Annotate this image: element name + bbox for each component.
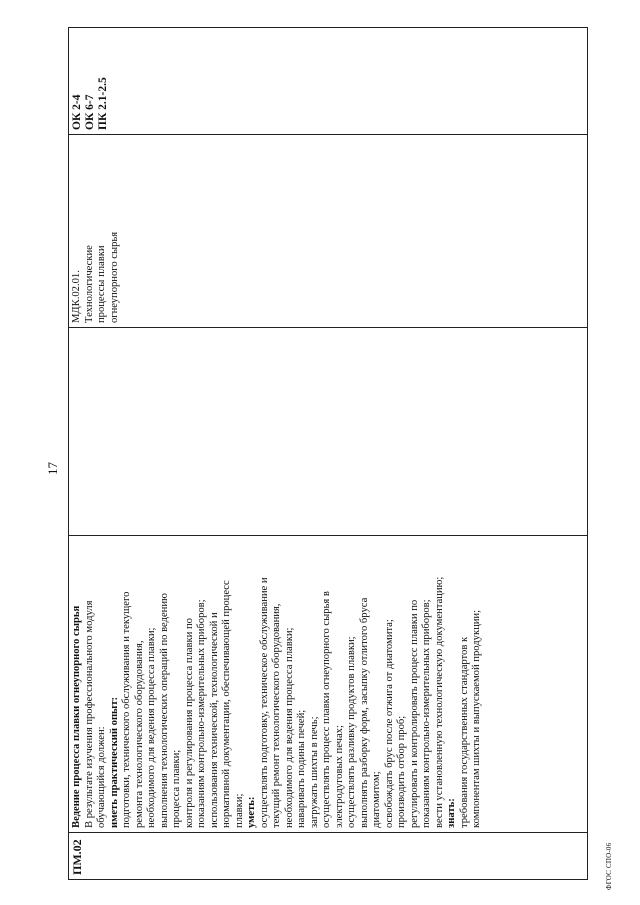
description-line: уметь: [246,796,257,828]
description-line: электродуговых печах; [333,725,345,828]
description-line: показаниям контрольно-измерительных приборов; [196,599,207,828]
description-line: процесса плавки; [171,749,182,828]
description-line: подготовки, технического обслуживания и текущего [121,591,132,828]
description-line: необходимого для ведения процесса плавки; [283,627,295,828]
discipline-cell [69,135,588,328]
description-line: загружать шихты в печь; [308,716,320,828]
description-line: В результате изучения профессионального модуля [83,600,95,828]
competency-cell [69,28,588,135]
description-line: ремонта технологического оборудования, [133,640,145,828]
discipline-line: Технологические [83,245,95,323]
description-line: обучающийся должен: [96,726,107,828]
competency-line: ОК 6-7 [84,94,96,130]
description-line: выполнять разборку форм, засыпку отлитого бруса [358,597,370,828]
description-line: производить отбор проб; [396,715,407,828]
description-line: контроля и регулирования процесса плавки по [183,618,195,828]
description-line: осуществлять разливку продуктов плавки; [346,636,357,828]
discipline-line: МДК.02.01. [71,270,82,323]
discipline-line: процессы плавки [96,245,107,323]
description-line: диатомитом; [371,771,382,828]
description-line: освобождать брус после отжига от диатомита; [383,619,395,828]
description-line: использования технической, технологической и [208,612,220,828]
description-line: Ведение процесса плавки огнеупорного сырья [71,605,82,828]
discipline-line: огнеупорного сырья [108,231,120,323]
description-line: необходимого для ведения процесса плавки; [146,627,157,828]
description-line: иметь практический опыт: [108,696,120,828]
page-number: 17 [45,462,60,475]
description-line: осуществлять подготовку, техническое обслуживание и [258,577,270,828]
description-line: компонентам шихты и выпускаемой продукции; [471,609,482,828]
description-line: требования государственных стандартов к [458,636,470,828]
footer-code: ФГОС СПО-06 [605,842,613,890]
description-line: плавки; [233,793,245,828]
description-line: регулировать и контролировать процесс плавки по [408,599,420,828]
description-line: текущий ремонт технологического оборудования, [271,603,282,828]
hours-cell [69,328,588,536]
description-line: осуществлять процесс плавки огнеупорного сырья в [321,591,332,828]
competency-line: ОК 2-4 [71,94,83,130]
description-line: наваривать подины печей; [296,709,307,828]
description-line: показаниям контрольно-измерительных приборов; [421,599,432,828]
module-description [69,536,588,833]
table-row [69,28,588,880]
standard-table [68,27,588,880]
description-line: нормативной документации, обеспечивающей процесс [221,580,232,828]
description-line: вести установленную технологическую документацию; [433,576,445,828]
description-line: выполнения технологических операций по ведению [158,593,170,828]
description-line: знать: [446,798,457,828]
module-code: ПМ.02 [69,833,588,880]
competency-line: ПК 2.1-2.5 [97,77,109,130]
